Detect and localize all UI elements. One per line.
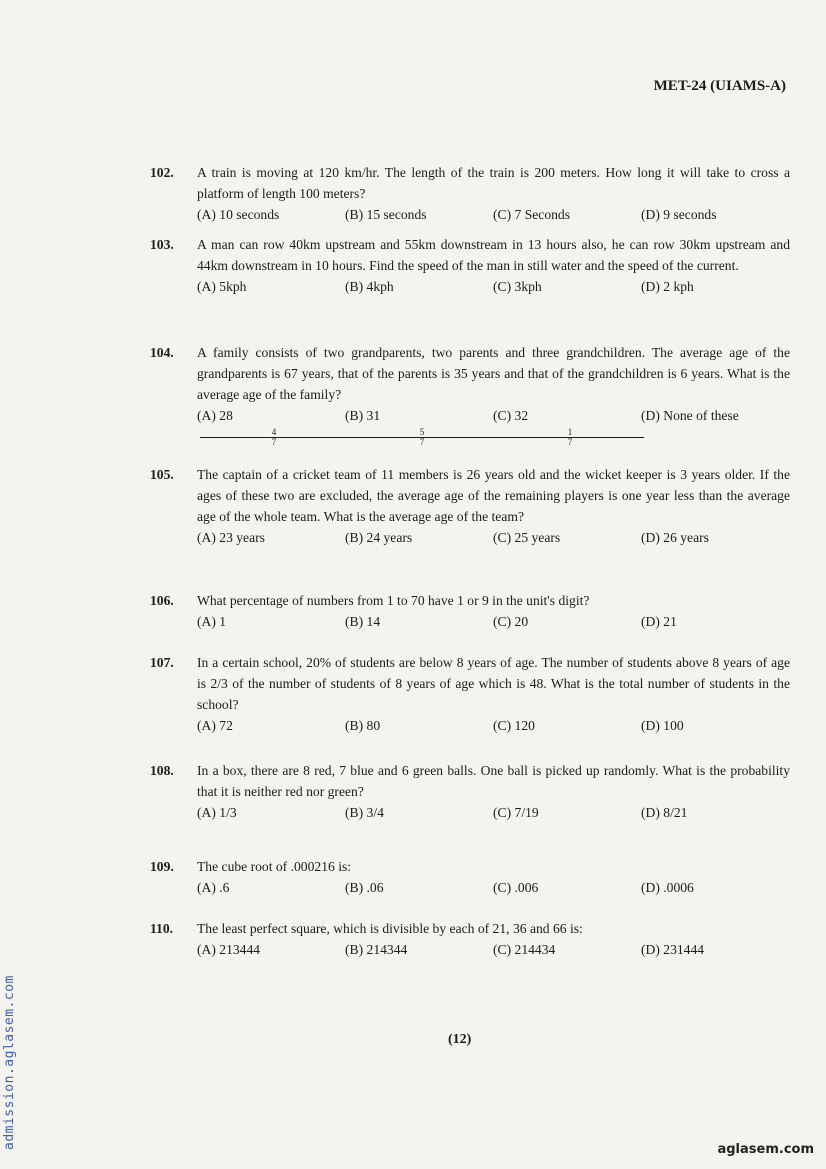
option: (D) 2 kph (641, 279, 694, 294)
option: (D) .0006 (641, 880, 694, 895)
question-number: 106. (150, 593, 174, 608)
question (150, 856, 790, 898)
options (197, 802, 790, 823)
option: (A) 10 seconds (197, 207, 280, 222)
options (197, 611, 790, 632)
question-text: In a box, there are 8 red, 7 blue and 6 green balls. One ball is picked up randomly. What is the probability that it is neither red nor green? (197, 763, 790, 799)
question (150, 234, 790, 297)
option: (A) .6 (197, 880, 230, 895)
option: (D) None of these (641, 408, 739, 423)
question (150, 464, 790, 548)
question-number: 104. (150, 345, 174, 360)
option: (B) 24 years (345, 530, 413, 545)
fraction: $\frac{4}{7}$ (200, 428, 348, 447)
option: (D) 9 seconds (641, 207, 717, 222)
question-number: 105. (150, 467, 174, 482)
option: (A) 213444 (197, 942, 261, 957)
option: (D) 26 years (641, 530, 709, 545)
question-number: 107. (150, 655, 174, 670)
options (197, 405, 790, 447)
options (197, 527, 790, 548)
paper-code: MET-24 (UIAMS-A) (653, 78, 786, 94)
option: (A) 1/3 (197, 805, 237, 820)
question-text: A man can row 40km upstream and 55km downstream in 13 hours also, he can row 30km upstream and 44km downstream in 10 hours. Find the speed of the man in still water and the speed of the current. (197, 237, 790, 273)
question-number: 103. (150, 237, 174, 252)
option: (C) 7 Seconds (493, 207, 571, 222)
side-watermark: admission.aglasem.com (2, 975, 17, 1150)
option: (C) 20 (493, 614, 529, 629)
question-text: The captain of a cricket team of 11 members is 26 years old and the wicket keeper is 3 years older. If the ages of these two are excluded, the average age of the remaining players is one year less than the average age of the whole team. What is the average age of the team? (197, 467, 790, 524)
option: (B) 14 (345, 614, 381, 629)
option: (C) .006 (493, 880, 539, 895)
option: (B) 3/4 (345, 805, 384, 820)
option: (C) 7/19 (493, 805, 539, 820)
option: (B) 31 $\frac{5}{7}$ (345, 405, 493, 447)
fraction: $\frac{5}{7}$ (348, 428, 496, 447)
question-number: 108. (150, 763, 174, 778)
option: (A) 72 (197, 718, 233, 733)
question (150, 652, 790, 736)
question (150, 590, 790, 632)
question-text: What percentage of numbers from 1 to 70 have 1 or 9 in the unit's digit? (197, 593, 590, 608)
option: (D) 231444 (641, 942, 705, 957)
corner-watermark: aglasem.com (717, 1142, 814, 1157)
question-text: The cube root of .000216 is: (197, 859, 352, 874)
options (197, 204, 790, 225)
option: (D) 8/21 (641, 805, 688, 820)
question (150, 342, 790, 447)
options (197, 939, 790, 960)
options (197, 276, 790, 297)
option: (B) .06 (345, 880, 384, 895)
question-text: A train is moving at 120 km/hr. The length of the train is 200 meters. How long it will take to cross a platform of length 100 meters? (197, 165, 790, 201)
page-number: (12) (448, 1032, 472, 1047)
option: (C) 25 years (493, 530, 561, 545)
option: (B) 15 seconds (345, 207, 427, 222)
fraction: $\frac{1}{7}$ (496, 428, 644, 447)
option: (A) 28 $\frac{4}{7}$ (197, 405, 345, 447)
option: (D) 21 (641, 614, 677, 629)
options (197, 715, 790, 736)
option: (C) 120 (493, 718, 535, 733)
option: (B) 80 (345, 718, 381, 733)
question-text: The least perfect square, which is divisible by each of 21, 36 and 66 is: (197, 921, 583, 936)
question-number: 109. (150, 859, 174, 874)
question-number: 110. (150, 921, 174, 936)
question-number: 102. (150, 165, 174, 180)
option: (A) 1 (197, 614, 227, 629)
option: (A) 23 years (197, 530, 265, 545)
option: (A) 5kph (197, 279, 247, 294)
question (150, 760, 790, 823)
question (150, 918, 790, 960)
option: (B) 4kph (345, 279, 394, 294)
options (197, 877, 790, 898)
option: (B) 214344 (345, 942, 408, 957)
option: (C) 214434 (493, 942, 556, 957)
option: (C) 3kph (493, 279, 542, 294)
option: (C) 32 $\frac{1}{7}$ (493, 405, 641, 447)
question-text: A family consists of two grandparents, two parents and three grandchildren. The average age of the grandparents is 67 years, that of the parents is 35 years and that of the grandchildren is 6 years. What is the average age of the family? (197, 345, 790, 402)
question-text: In a certain school, 20% of students are below 8 years of age. The number of students above 8 years of age is 2/3 of the number of students of 8 years of age which is 48. What is the total number of students in the school? (197, 655, 790, 712)
option: (D) 100 (641, 718, 684, 733)
question (150, 162, 790, 225)
